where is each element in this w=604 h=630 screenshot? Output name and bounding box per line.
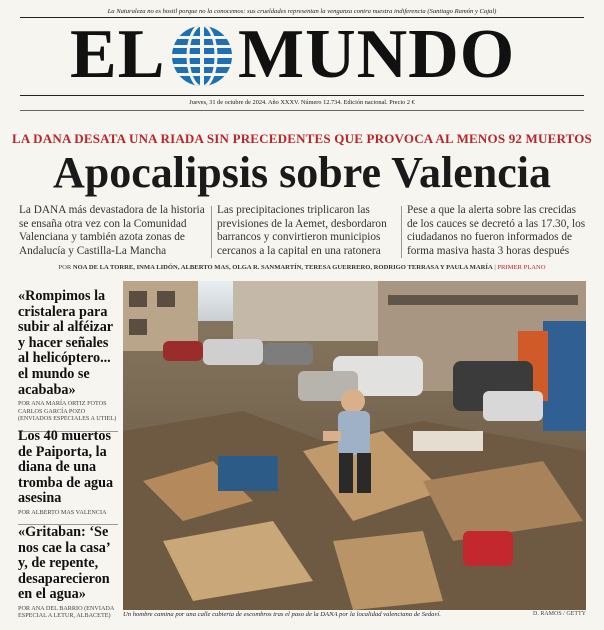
sidebar-story-headline: «Gritaban: ‘Se nos cae la casa’ y, de repente, desaparecieron en el agua»: [18, 524, 110, 603]
kicker: LA DANA DESATA UNA RIADA SIN PRECEDENTES QUE PROVOCA AL MENOS 92 MUERTOS: [11, 131, 592, 146]
masthead-el: EL: [70, 16, 166, 93]
masthead: [50, 16, 554, 93]
sidebar-story-2[interactable]: [18, 429, 118, 525]
deck-column-1: La DANA más devastadora de la historia se ensaña otra vez con la Comunidad Valenciana y también azota zonas de Andalucía y Castilla-La Mancha: [19, 204, 205, 257]
dateline: Jueves, 31 de octubre de 2024. Año XXXV. Número 12.734. Edición nacional. Precio 2 €: [189, 99, 415, 106]
photo-caption: Un hombre camina por una calle cubierta de escombros tras el paso de la DANA por la localidad valenciana de Sedaví.: [123, 611, 441, 618]
globe-icon: [170, 24, 234, 88]
flood-debris-photo: [123, 281, 586, 610]
sidebar-story-1[interactable]: [18, 289, 118, 432]
headline: Apocalipsis sobre Valencia: [53, 148, 551, 197]
sidebar-story-3[interactable]: [18, 525, 118, 620]
sidebar-story-credit: POR ANA MARÍA ORTIZ FOTOS CARLOS GARCÍA POZO (ENVIADOS ESPECIALES A UTIEL): [18, 400, 117, 423]
photo-credit: D. RAMOS / GETTY: [532, 611, 586, 617]
byline: POR NOA DE LA TORRE, INMA LIDÓN, ALBERTO MAS, OLGA R. SANMARTÍN, TERESA GUERRERO, RODRIGO TERRASA Y PAULA MARÍA | PRIMER PLANO: [58, 264, 546, 271]
date-rule: [20, 110, 584, 111]
deck-divider: [401, 206, 402, 258]
mast-rule: [20, 95, 584, 96]
byline-section: PRIMER PLANO: [497, 264, 546, 271]
sidebar-story-credit: POR ANA DEL BARRIO (ENVIADA ESPECIAL A LETUR, ALBACETE): [18, 604, 115, 620]
sidebar-story-credit: POR ALBERTO MAS VALENCIA: [18, 508, 107, 516]
deck-divider: [211, 206, 212, 258]
main-photo: [123, 281, 586, 610]
motto: La Naturaleza no es hostil porque no la conocemos: sus crueldades representan la venganza contra nuestra indiferencia (Santiago Ramón y Cajal): [107, 8, 497, 15]
masthead-mundo: MUNDO: [238, 16, 516, 93]
deck-column-3: Pese a que la alerta sobre las crecidas de los cauces se decretó a las 17.30, los ciudadanos no fueron informados de forma masiva hasta 3 horas después: [407, 204, 586, 257]
byline-names: NOA DE LA TORRE, INMA LIDÓN, ALBERTO MAS, OLGA R. SANMARTÍN, TERESA GUERRERO, RODRIGO TERRASA Y PAULA MARÍA: [72, 264, 493, 271]
deck-column-2: Las precipitaciones triplicaron las previsiones de la Aemet, desbordaron barrancos y convirtieron municipios cercanos a la capital en una ratonera: [217, 204, 387, 257]
sidebar-story-headline: Los 40 muertos de Paiporta, la diana de una tromba de agua asesina: [18, 428, 114, 507]
sidebar-story-headline: «Rompimos la cristalera para subir al alféizar y hacer señales al helicóptero... el mundo se acababa»: [18, 288, 113, 398]
byline-prefix: POR: [58, 264, 72, 271]
